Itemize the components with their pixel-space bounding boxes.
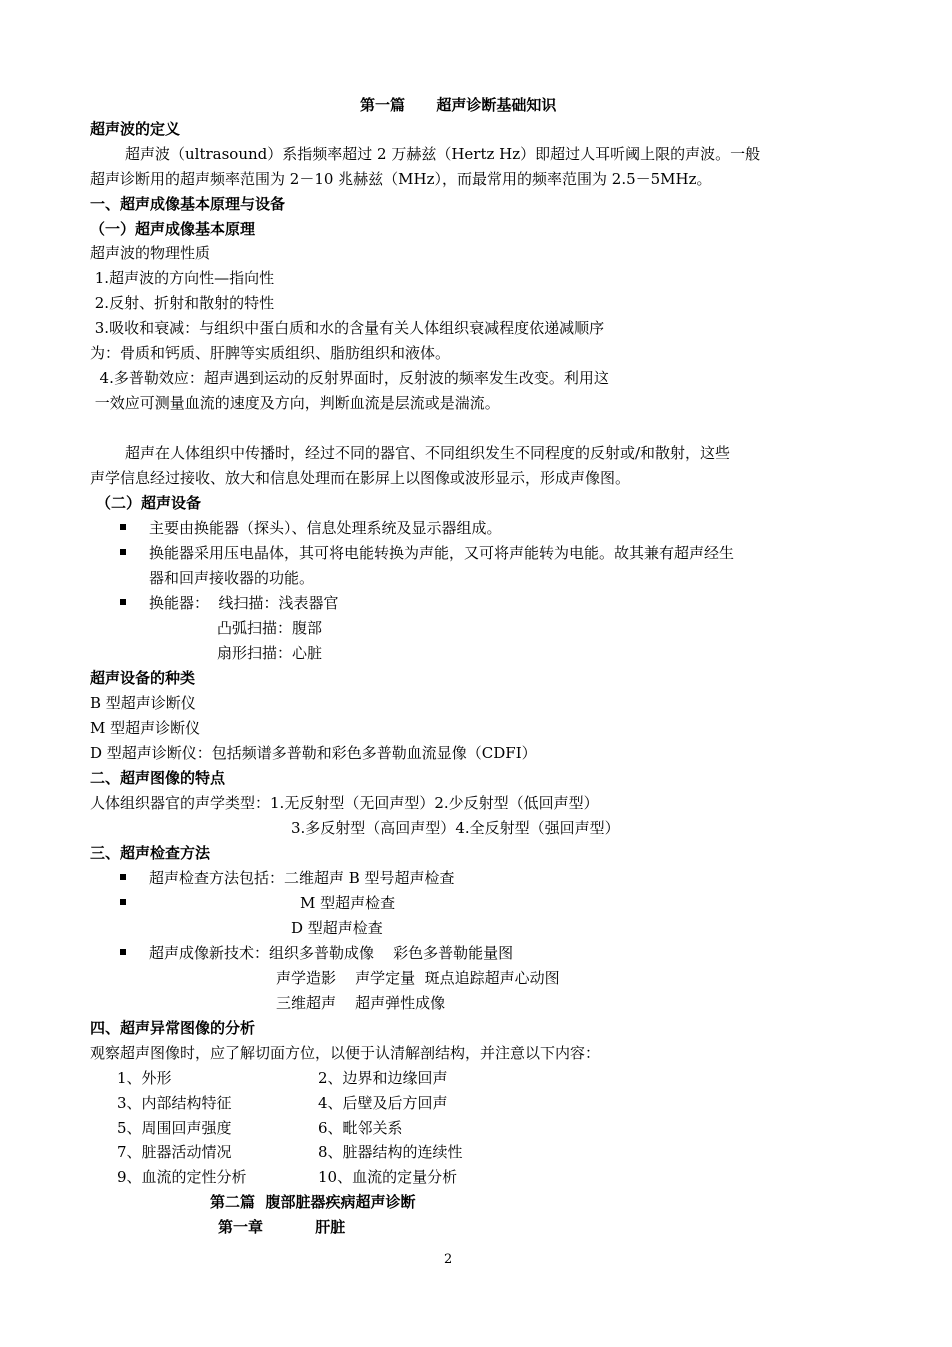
list-item: 为：骨质和钙质、肝脾等实质组织、脂肪组织和液体。 [90, 344, 451, 362]
bullet-icon [120, 874, 126, 880]
equipment-bullet-1: 主要由换能器（探头）、信息处理系统及显示器组成。 [149, 519, 502, 537]
method-bullet-1: 超声检查方法包括：二维超声 B 型号超声检查 [149, 869, 455, 887]
section-heading-4: 四、超声异常图像的分析 [90, 1019, 256, 1037]
analysis-intro: 观察超声图像时，应了解切面方位，以便于认清解剖结构，并注意以下内容： [90, 1044, 601, 1062]
analysis-item: 5、周围回声强度 [117, 1119, 232, 1137]
equipment-bullet-2-line-1: 换能器采用压电晶体，其可将电能转换为声能，又可将声能转为电能。故其兼有超声经生 [149, 544, 735, 562]
analysis-item: 9、血流的定性分析 [117, 1168, 247, 1186]
section-heading-1: 一、超声成像基本原理与设备 [90, 195, 286, 213]
section-heading-2: 二、超声图像的特点 [90, 769, 226, 787]
list-item: 3.吸收和衰减：与组织中蛋白质和水的含量有关人体组织衰减程度依递减顺序 [90, 319, 605, 337]
method-bullet-3-line-2: 声学造影 声学定量 斑点追踪超声心动图 [276, 969, 560, 987]
device-types-heading: 超声设备的种类 [90, 669, 196, 687]
analysis-item: 4、后壁及后方回声 [318, 1094, 448, 1112]
equipment-bullet-3-line-2: 凸弧扫描：腹部 [217, 619, 323, 637]
propagation-paragraph-line-2: 声学信息经过接收、放大和信息处理而在影屏上以图像或波形显示，形成声像图。 [90, 469, 631, 487]
method-bullet-3-line-3: 三维超声 超声弹性成像 [276, 994, 446, 1012]
method-bullet-3: 超声成像新技术：组织多普勒成像 彩色多普勒能量图 [149, 944, 514, 962]
bullet-icon [120, 599, 126, 605]
propagation-paragraph-line-1: 超声在人体组织中传播时，经过不同的器官、不同组织发生不同程度的反射或/和散射，这些 [125, 444, 731, 462]
definition-paragraph-line-1: 超声波（ultrasound）系指频率超过 2 万赫兹（Hertz Hz）即超过人耳听阈上限的声波。一般 [125, 145, 761, 163]
list-item: 一效应可测量血流的速度及方向，判断血流是层流或是湍流。 [90, 394, 500, 412]
equipment-bullet-2-line-2: 器和回声接收器的功能。 [149, 569, 315, 587]
analysis-item: 3、内部结构特征 [117, 1094, 232, 1112]
section-heading-3: 三、超声检查方法 [90, 844, 211, 862]
list-item: 2.反射、折射和散射的特性 [90, 294, 275, 312]
chapter-1-title: 第一章 肝脏 [218, 1218, 346, 1236]
page-number: 2 [444, 1252, 453, 1267]
definition-paragraph-line-2: 超声诊断用的超声频率范围为 2－10 兆赫兹（MHz），而最常用的频率范围为 2.5－5MHz。 [90, 170, 712, 188]
method-bullet-2-line-2: D 型超声检查 [291, 919, 383, 937]
physical-properties-title: 超声波的物理性质 [90, 244, 211, 262]
part-title: 第一篇 超声诊断基础知识 [360, 96, 557, 114]
section-heading-definition: 超声波的定义 [90, 120, 181, 138]
analysis-item: 2、边界和边缘回声 [318, 1069, 448, 1087]
acoustic-types-line-1: 人体组织器官的声学类型：1.无反射型（无回声型）2.少反射型（低回声型） [90, 794, 599, 812]
bullet-icon [120, 899, 126, 905]
analysis-item: 7、脏器活动情况 [117, 1143, 232, 1161]
part-2-title: 第二篇 腹部脏器疾病超声诊断 [210, 1193, 416, 1211]
device-type-item: B 型超声诊断仪 [90, 694, 196, 712]
analysis-item: 6、毗邻关系 [318, 1119, 403, 1137]
analysis-item: 8、脏器结构的连续性 [318, 1143, 463, 1161]
list-item: 1.超声波的方向性—指向性 [90, 269, 275, 287]
subsection-heading-1: （一）超声成像基本原理 [90, 220, 256, 238]
analysis-item: 10、血流的定量分析 [318, 1168, 458, 1186]
list-item: 4.多普勒效应：超声遇到运动的反射界面时，反射波的频率发生改变。利用这 [90, 369, 609, 387]
device-type-item: D 型超声诊断仪：包括频谱多普勒和彩色多普勒血流显像（CDFI） [90, 744, 537, 762]
subsection-heading-2: （二）超声设备 [96, 494, 202, 512]
analysis-item: 1、外形 [117, 1069, 172, 1087]
bullet-icon [120, 949, 126, 955]
bullet-icon [120, 549, 126, 555]
device-type-item: M 型超声诊断仪 [90, 719, 201, 737]
method-bullet-2: M 型超声检查 [300, 894, 396, 912]
equipment-bullet-3: 换能器： 线扫描：浅表器官 [149, 594, 339, 612]
equipment-bullet-3-line-3: 扇形扫描：心脏 [217, 644, 323, 662]
bullet-icon [120, 524, 126, 530]
acoustic-types-line-2: 3.多反射型（高回声型）4.全反射型（强回声型） [291, 819, 620, 837]
